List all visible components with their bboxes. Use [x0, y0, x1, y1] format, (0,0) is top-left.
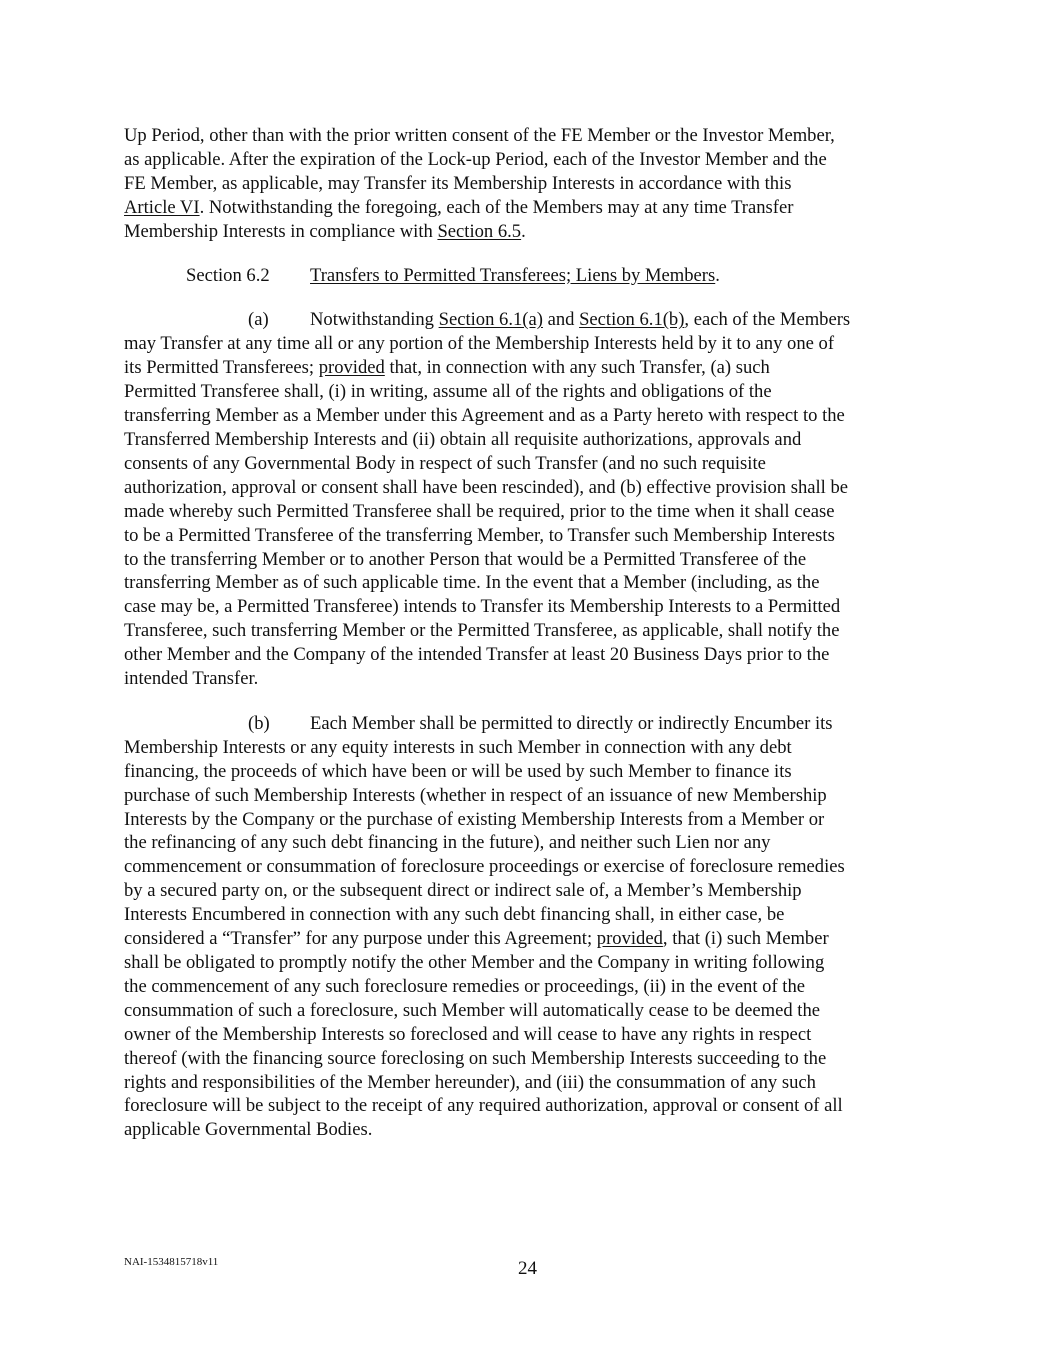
text-line: by a secured party on, or the subsequent direct or indirect sale of, a Member’s Membership [124, 880, 802, 902]
section-6-1b-reference: Section 6.1(b) [579, 309, 685, 331]
document-page [124, 124, 936, 1142]
text-line: consents of any Governmental Body in respect of such Transfer (and no such requisite [124, 452, 766, 474]
text-line: shall be obligated to promptly notify the other Member and the Company in writing following [124, 952, 825, 973]
provided-term: provided [318, 357, 385, 379]
text-line: Interests by the Company or the purchase of existing Membership Interests from a Member or [124, 808, 825, 830]
text-line: may Transfer at any time all or any portion of the Membership Interests held by it to any one of [124, 333, 835, 355]
lead-paragraph [124, 124, 936, 244]
section-title: Transfers to Permitted Transferees; Liens by Members [310, 264, 716, 286]
provided-term: provided [596, 928, 663, 950]
text-line [124, 196, 936, 220]
section-number: Section 6.2 [186, 264, 270, 286]
text-fragment: its Permitted Transferees; [124, 357, 319, 379]
text-line [124, 220, 936, 244]
text-line: intended Transfer. [124, 668, 259, 690]
text-line: Transferee, such transferring Member or the Permitted Transferee, as applicable, shall notify the [124, 620, 840, 642]
page-number: 24 [518, 1258, 537, 1279]
text-line: other Member and the Company of the intended Transfer at least 20 Business Days prior to the [124, 644, 830, 666]
text-line [124, 308, 936, 332]
subsection-label: (b) [248, 712, 270, 734]
text-fragment: . [715, 264, 720, 286]
text-line: purchase of such Membership Interests (whether in respect of an issuance of new Membership [124, 784, 827, 806]
text-line: the commencement of any such foreclosure remedies or proceedings, (ii) in the event of the [124, 975, 805, 997]
text-line: rights and responsibilities of the Member hereunder), and (iii) the consummation of any such [124, 1071, 816, 1093]
subsection-b [124, 712, 936, 1142]
text-line: case may be, a Permitted Transferee) intends to Transfer its Membership Interests to a Permitted [124, 596, 841, 618]
text-line [124, 264, 936, 288]
text-fragment: , that (i) such Member [662, 928, 829, 950]
text-line [124, 927, 936, 951]
document-id: NAI-1534815718v11 [124, 1256, 219, 1268]
text-line: applicable Governmental Bodies. [124, 1119, 373, 1141]
text-line [124, 712, 936, 736]
text-line: transferring Member as a Member under this Agreement and as a Party hereto with respect to the [124, 405, 845, 427]
text-line: financing, the proceeds of which have been or will be used by such Member to finance its [124, 760, 792, 782]
text-line: Transferred Membership Interests and (ii) obtain all requisite authorizations, approvals and [124, 428, 802, 450]
text-line: Up Period, other than with the prior written consent of the FE Member or the Investor Member, [124, 125, 835, 146]
section-heading [124, 264, 936, 288]
text-fragment: considered a “Transfer” for any purpose under this Agreement; [124, 928, 597, 950]
text-fragment: Each Member shall be permitted to directly or indirectly Encumber its [310, 712, 833, 734]
text-fragment: Membership Interests in compliance with [124, 220, 438, 242]
text-line: the refinancing of any such debt financing in the future), and neither such Lien nor any [124, 832, 771, 854]
text-line: transferring Member as of such applicable time. In the event that a Member (including, as the [124, 572, 820, 594]
text-fragment: . [521, 220, 526, 242]
section-6-1a-reference: Section 6.1(a) [438, 309, 543, 331]
subsection-a [124, 308, 936, 691]
text-line: owner of the Membership Interests so foreclosed and will cease to have any rights in respect [124, 1023, 812, 1045]
text-line: as applicable. After the expiration of the Lock-up Period, each of the Investor Member and the [124, 148, 827, 170]
text-fragment: and [542, 309, 580, 331]
text-line: Membership Interests or any equity interests in such Member in connection with any debt [124, 736, 792, 758]
text-fragment: . Notwithstanding the foregoing, each of the Members may at any time Transfer [199, 196, 794, 218]
text-line: foreclosure will be subject to the receipt of any required authorization, approval or consent of all [124, 1095, 843, 1117]
text-line: Interests Encumbered in connection with any such debt financing shall, in either case, be [124, 904, 785, 926]
subsection-label: (a) [248, 309, 269, 331]
text-fragment: Notwithstanding [310, 309, 439, 331]
section-6-5-reference: Section 6.5 [437, 220, 522, 242]
text-fragment: , each of the Members [684, 309, 851, 331]
text-line: to be a Permitted Transferee of the transferring Member, to Transfer such Membership Interests [124, 524, 835, 546]
text-line: consummation of such a foreclosure, such Member will automatically cease to be deemed the [124, 999, 820, 1021]
text-line: FE Member, as applicable, may Transfer its Membership Interests in accordance with this [124, 172, 792, 194]
text-line: Permitted Transferee shall, (i) in writing, assume all of the rights and obligations of the [124, 381, 772, 403]
text-line: commencement or consummation of foreclosure proceedings or exercise of foreclosure remedies [124, 856, 845, 878]
article-vi-reference: Article VI [124, 196, 200, 218]
text-line: authorization, approval or consent shall have been rescinded), and (b) effective provision shall be [124, 476, 849, 498]
text-line: thereof (with the financing source foreclosing on such Membership Interests succeeding to the [124, 1047, 827, 1069]
text-fragment: that, in connection with any such Transfer, (a) such [384, 357, 770, 379]
text-line [124, 356, 936, 380]
text-line: made whereby such Permitted Transferee shall be required, prior to the time when it shall cease [124, 500, 835, 522]
text-line: to the transferring Member or to another Person that would be a Permitted Transferee of the [124, 548, 807, 570]
